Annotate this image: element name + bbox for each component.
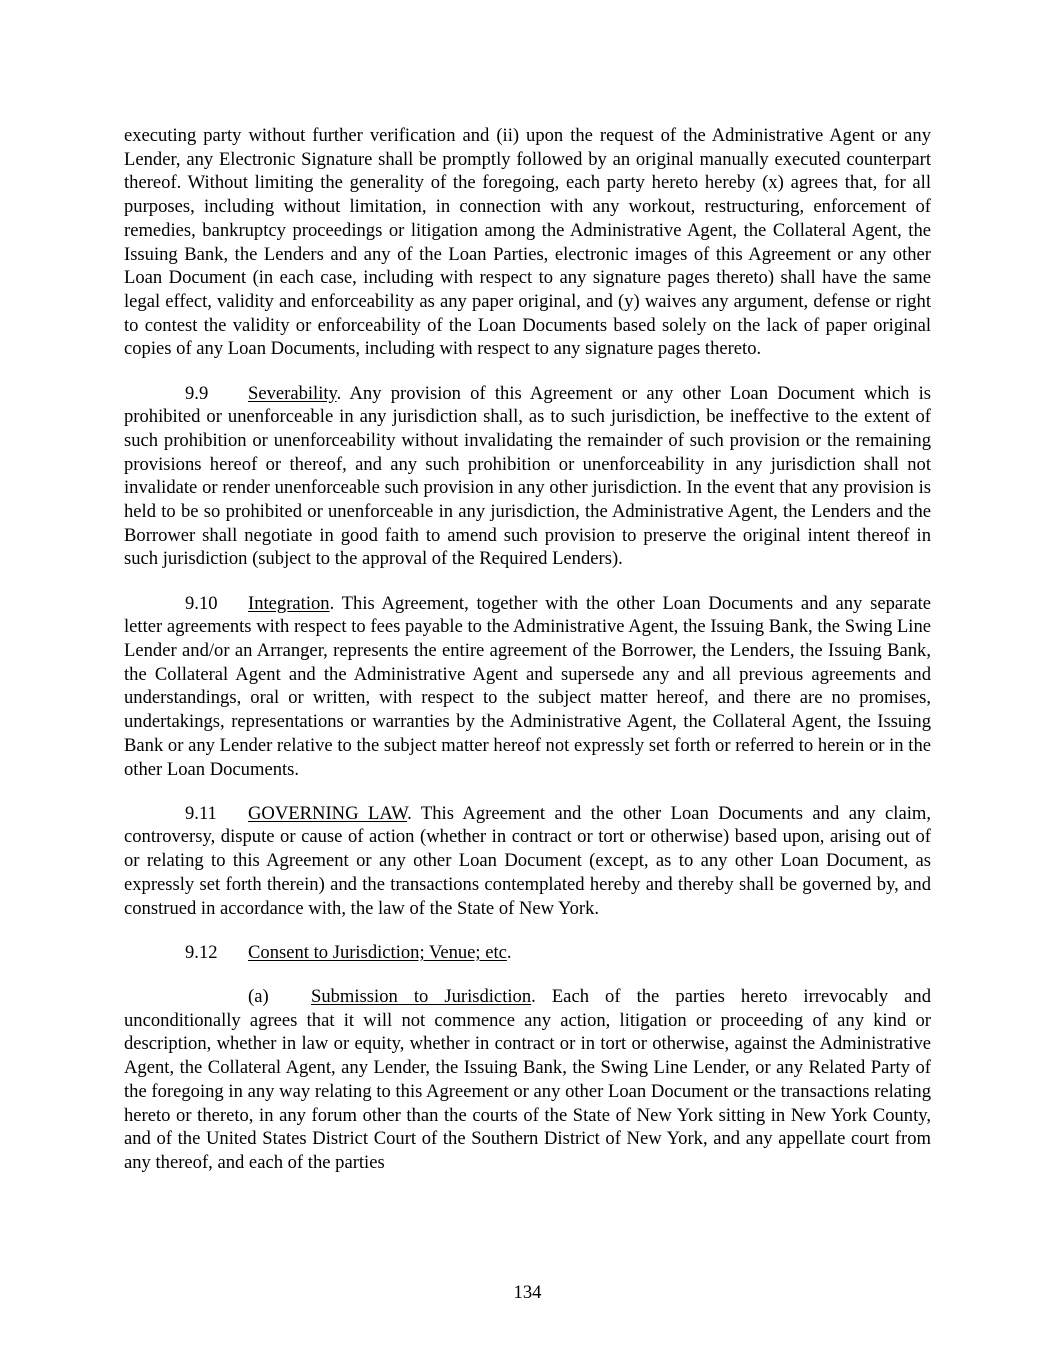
section-title-suffix: . [329, 592, 335, 614]
section-consent-to-jurisdiction [124, 941, 931, 965]
section-title-suffix: . [506, 941, 512, 963]
subsection-title: Submission to Jurisdiction [311, 986, 532, 1007]
subsection-submission-to-jurisdiction [124, 985, 931, 1175]
subsection-title-suffix: . [531, 986, 536, 1007]
subsection-body: Each of the parties hereto irrevocably and unconditionally agrees that it will not commence any action, litigation or proceeding of any kind or description, whether in law or equity, whether in contract or in tort or otherwise, against the Administrative Agent, the Collateral Agent, any Lender, the Issuing Bank, the Swing Line Lender, or any Related Party of the foregoing in any way relating to this Agreement or any other Loan Document or the transactions relating hereto or thereto, in any forum other than the courts of the State of New York sitting in New York County, and of the United States District Court of the Southern District of New York, and any appellate court from any thereof, and each of the parties [124, 986, 931, 1173]
section-governing-law [124, 802, 931, 921]
section-body: Any provision of this Agreement or any other Loan Document which is prohibited or unenforceable in any jurisdiction shall, as to such jurisdiction, be ineffective to the extent of such prohibition or unenforceability without invalidating the remainder of such provision or the remaining provisions hereof or thereof, and any such prohibition or unenforceability in any jurisdiction shall not invalidate or render unenforceable such provision in any other jurisdiction. In the event that any provision is held to be so prohibited or unenforceable in any jurisdiction, the Administrative Agent, the Lenders and the Borrower shall negotiate in good faith to amend such provision to preserve the original intent thereof in such jurisdiction (subject to the approval of the Required Lenders). [124, 382, 931, 570]
document-page [124, 124, 931, 1175]
section-title-suffix: . [336, 382, 342, 404]
section-number: 9.9 [185, 382, 209, 404]
section-title-suffix: . [407, 802, 412, 824]
section-title: Severability [248, 382, 337, 404]
section-number: 9.10 [185, 592, 218, 614]
section-severability [124, 382, 931, 572]
page-number: 134 [513, 1282, 542, 1303]
section-body: This Agreement and the other Loan Documents and any claim, controversy, dispute or cause of action (whether in contract or tort or otherwise) based upon, arising out of or relating to this Agreement or any other Loan Document (except, as to any other Loan Document, as expressly set forth therein) and the transactions contemplated hereby and thereby shall be governed by, and construed in accordance with, the law of the State of New York. [124, 802, 931, 919]
section-title: Integration [248, 592, 330, 614]
section-number: 9.11 [185, 802, 217, 824]
section-title: GOVERNING LAW [248, 802, 408, 824]
subsection-label: (a) [248, 986, 269, 1007]
section-number: 9.12 [185, 941, 218, 963]
section-integration [124, 592, 931, 782]
continuation-paragraph: executing party without further verification and (ii) upon the request of the Administrative Agent or any Lender, any Electronic Signature shall be promptly followed by an original manually executed counterpart thereof. Without limiting the generality of the foregoing, each party hereto hereby (x) agrees that, for all purposes, including without limitation, in connection with any workout, restructuring, enforcement of remedies, bankruptcy proceedings or litigation among the Administrative Agent, the Collateral Agent, the Issuing Bank, the Lenders and any of the Loan Parties, electronic images of this Agreement or any other Loan Document (in each case, including with respect to any signature pages thereto) shall have the same legal effect, validity and enforceability as any paper original, and (y) waives any argument, defense or right to contest the validity or enforceability of the Loan Documents based solely on the lack of paper original copies of any Loan Documents, including with respect to any signature pages thereto. [124, 125, 931, 360]
section-body: This Agreement, together with the other Loan Documents and any separate letter agreements with respect to fees payable to the Administrative Agent, the Issuing Bank, the Swing Line Lender and/or an Arranger, represents the entire agreement of the Borrower, the Lenders, the Issuing Bank, the Collateral Agent and the Administrative Agent and supersede any and all previous agreements and understandings, oral or written, with respect to the subject matter hereof, and there are no promises, undertakings, representations or warranties by the Administrative Agent, the Collateral Agent, the Issuing Bank or any Lender relative to the subject matter hereof not expressly set forth or referred to herein or in the other Loan Documents. [124, 592, 931, 780]
section-title: Consent to Jurisdiction; Venue; etc [248, 941, 507, 963]
